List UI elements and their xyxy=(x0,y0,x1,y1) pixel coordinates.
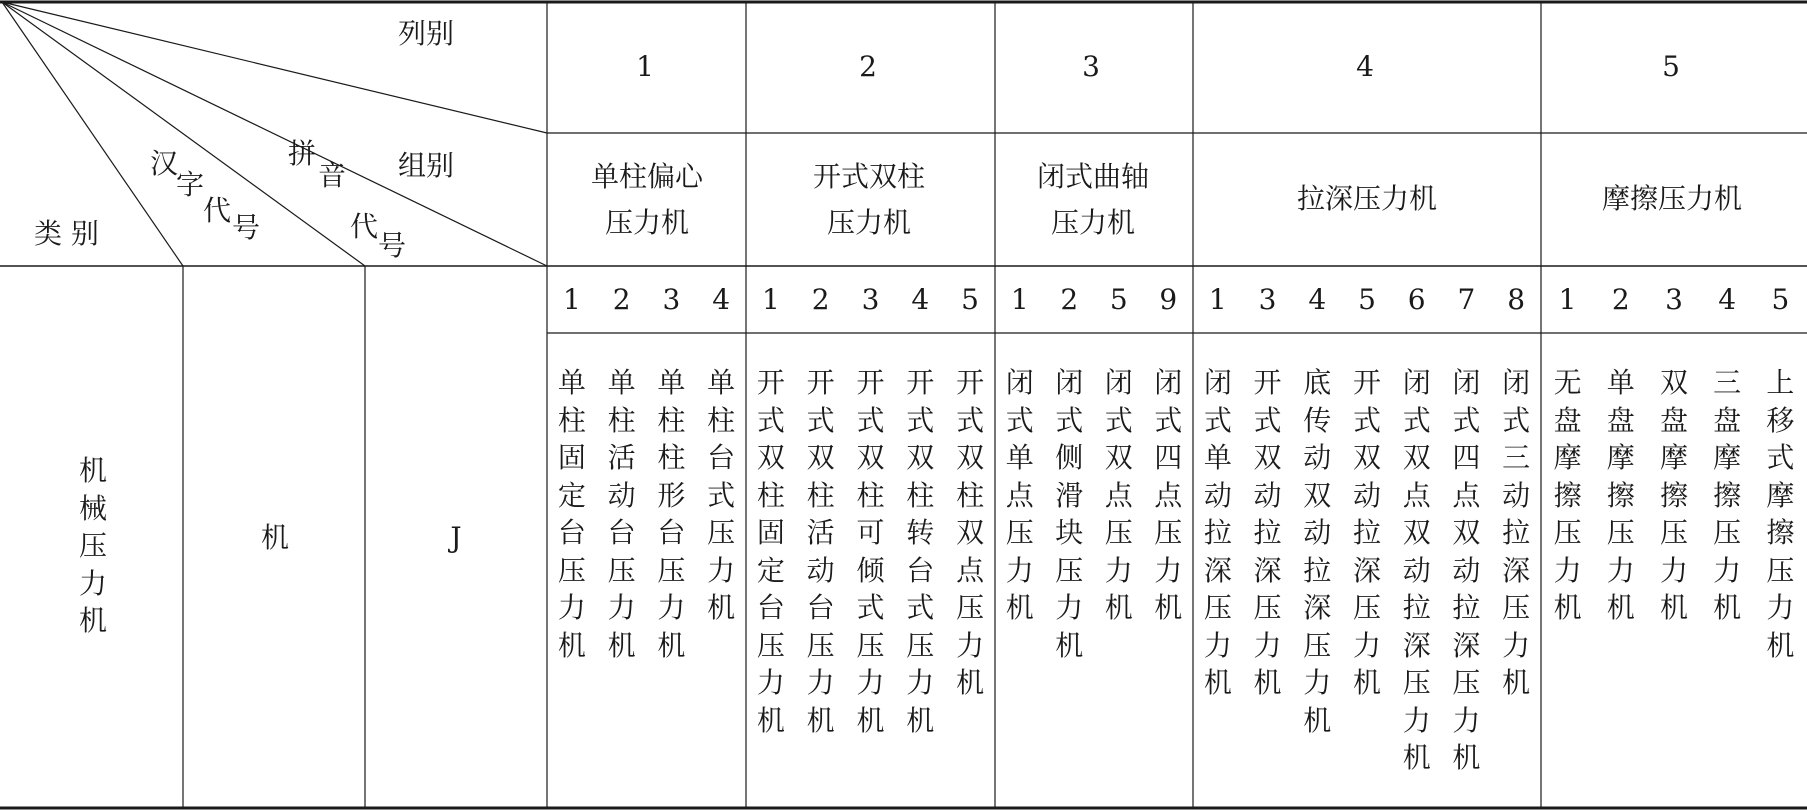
item-number: 1 xyxy=(562,283,581,316)
item-number: 4 xyxy=(712,283,731,316)
item-number: 2 xyxy=(1060,283,1079,316)
machine-name: 闭式四点双动拉深压力机 xyxy=(1452,366,1481,774)
machine-name: 闭式单点压力机 xyxy=(1005,366,1034,624)
item-number: 2 xyxy=(1611,283,1630,316)
item-number: 5 xyxy=(1771,283,1790,316)
machine-name: 单柱柱形台压力机 xyxy=(657,366,686,662)
item-number: 5 xyxy=(1358,283,1376,316)
item-number: 1 xyxy=(1558,283,1577,316)
column-number: 3 xyxy=(1082,50,1100,83)
group-name: 闭式曲轴 压力机 xyxy=(1036,160,1150,239)
item-number: 4 xyxy=(1718,283,1737,316)
hanzi-code-label-char: 汉 xyxy=(150,147,179,180)
category-name: 机械压力机 xyxy=(78,454,107,637)
machine-name: 开式双柱双点压力机 xyxy=(956,366,985,699)
hanzi-code-label-char: 号 xyxy=(232,211,261,244)
machine-name: 闭式单动拉深压力机 xyxy=(1203,366,1232,699)
item-number: 5 xyxy=(1109,283,1128,316)
pinyin-code-label-char: 音 xyxy=(318,159,347,192)
machine-name: 闭式三动拉深压力机 xyxy=(1502,366,1531,699)
machine-name: 上移式摩擦压力机 xyxy=(1766,366,1795,662)
col-label: 列别 xyxy=(398,17,455,50)
item-number: 3 xyxy=(861,283,880,316)
machine-name: 闭式双点压力机 xyxy=(1104,366,1133,624)
item-number: 1 xyxy=(1208,283,1227,316)
item-number: 5 xyxy=(961,283,980,316)
hanzi-code: 机 xyxy=(260,521,290,554)
column-number: 5 xyxy=(1662,50,1680,83)
column-number: 4 xyxy=(1356,50,1374,83)
item-number: 2 xyxy=(612,283,631,316)
machine-name: 底传动双动拉深压力机 xyxy=(1303,366,1332,737)
pinyin-code-label-char: 代 xyxy=(350,210,379,243)
pinyin-code-label-char: 号 xyxy=(378,229,407,262)
machine-name: 开式双柱活动台压力机 xyxy=(806,366,835,737)
machine-name: 双盘摩擦压力机 xyxy=(1659,366,1688,624)
item-number: 4 xyxy=(1308,283,1327,316)
item-number: 6 xyxy=(1407,283,1426,316)
machine-name: 开式双柱固定台压力机 xyxy=(756,366,785,737)
item-number: 3 xyxy=(1258,283,1277,316)
group-name: 拉深压力机 xyxy=(1296,182,1438,215)
category-label: 类 别 xyxy=(34,217,99,250)
machine-name: 无盘摩擦压力机 xyxy=(1553,366,1582,624)
column-number: 2 xyxy=(859,50,877,83)
machine-name: 闭式四点压力机 xyxy=(1154,366,1183,624)
item-number: 3 xyxy=(662,283,681,316)
item-number: 2 xyxy=(811,283,830,316)
group-label: 组别 xyxy=(398,149,455,182)
item-number: 7 xyxy=(1457,283,1476,316)
machine-name: 开式双柱可倾式压力机 xyxy=(856,366,885,737)
machine-name: 开式双动拉深压力机 xyxy=(1352,366,1381,699)
machine-name: 开式双动拉深压力机 xyxy=(1253,366,1282,699)
hanzi-code-label-char: 代 xyxy=(203,194,232,227)
item-number: 9 xyxy=(1159,283,1178,316)
item-number: 8 xyxy=(1507,283,1526,316)
pinyin-code-label-char: 拼 xyxy=(288,137,317,170)
machine-name: 闭式侧滑块压力机 xyxy=(1055,366,1084,662)
machine-name: 单柱固定台压力机 xyxy=(557,366,586,662)
corner-diagonal xyxy=(2,2,547,133)
machine-name: 单盘摩擦压力机 xyxy=(1606,366,1635,624)
machine-name: 单柱活动台压力机 xyxy=(607,366,636,662)
pinyin-code: J xyxy=(450,521,462,554)
machine-name: 开式双柱转台式压力机 xyxy=(906,366,935,737)
machine-name: 闭式双点双动拉深压力机 xyxy=(1402,366,1431,774)
item-number: 4 xyxy=(911,283,930,316)
group-name: 单柱偏心 压力机 xyxy=(590,160,704,239)
item-number: 1 xyxy=(1010,283,1029,316)
group-name: 开式双柱 压力机 xyxy=(812,160,926,239)
hanzi-code-label-char: 字 xyxy=(176,168,205,201)
item-number: 1 xyxy=(761,283,780,316)
column-number: 1 xyxy=(636,50,654,83)
machine-name: 单柱台式压力机 xyxy=(707,366,736,624)
machine-name: 三盘摩擦压力机 xyxy=(1713,366,1742,624)
group-name: 摩擦压力机 xyxy=(1601,182,1743,215)
item-number: 3 xyxy=(1665,283,1683,316)
